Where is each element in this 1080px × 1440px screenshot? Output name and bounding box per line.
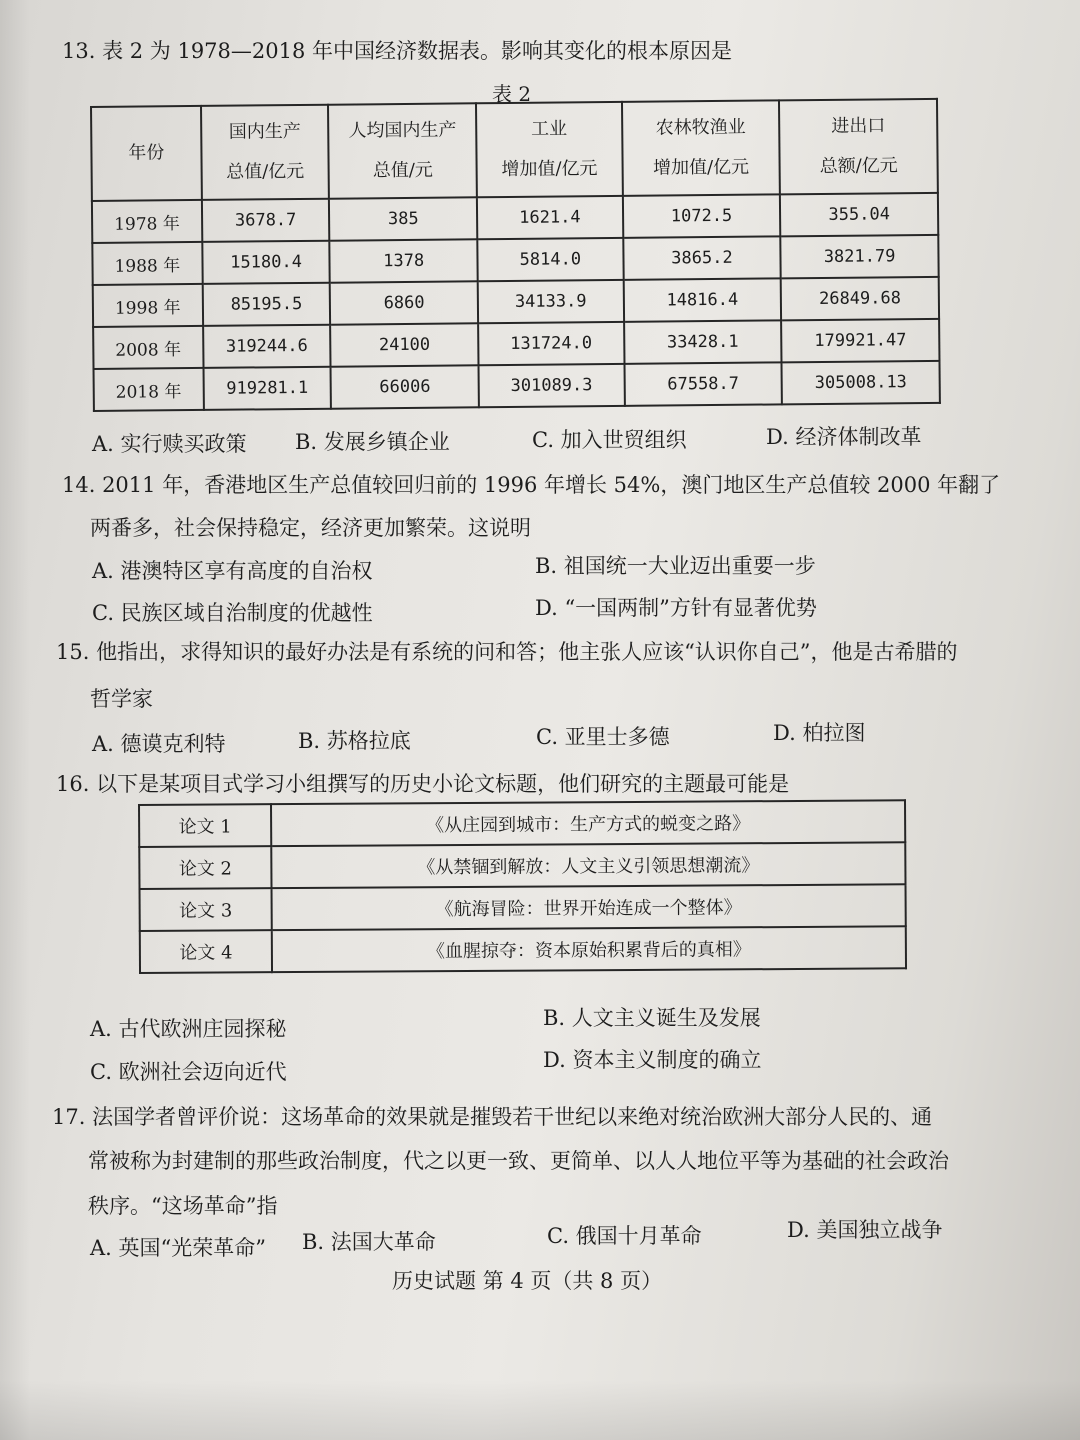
q13-table-caption: 表 2 xyxy=(492,82,532,106)
header-gdp-per-capita: 人均国内生产 总值/元 xyxy=(328,103,476,198)
q13-option-a[interactable]: A. 实行赎买政策 xyxy=(92,432,247,456)
table-row xyxy=(94,361,940,411)
q17-option-b[interactable]: B. 法国大革命 xyxy=(302,1230,436,1254)
q17-option-d[interactable]: D. 美国独立战争 xyxy=(787,1218,943,1242)
cell-gdp-per-capita: 385 xyxy=(329,197,477,240)
paper-label: 论文 3 xyxy=(140,888,272,931)
cell-year: 1978 年 xyxy=(92,200,202,243)
cell-year: 1988 年 xyxy=(92,242,202,285)
q17-option-c[interactable]: C. 俄国十月革命 xyxy=(547,1224,702,1248)
q15-option-a[interactable]: A. 德谟克利特 xyxy=(92,732,226,756)
cell-industry: 5814.0 xyxy=(477,238,623,281)
table-header-row xyxy=(91,99,938,201)
paper-title: 《从禁锢到解放：人文主义引领思想潮流》 xyxy=(271,842,905,888)
cell-gdp-per-capita: 6860 xyxy=(330,281,478,324)
cell-trade: 305008.13 xyxy=(782,361,940,405)
cell-trade: 355.04 xyxy=(780,193,938,237)
paper-title: 《血腥掠夺：资本原始积累背后的真相》 xyxy=(272,926,906,972)
cell-gdp: 319244.6 xyxy=(203,325,331,368)
cell-year: 2008 年 xyxy=(93,326,203,369)
cell-trade: 26849.68 xyxy=(781,277,939,321)
paper-title: 《航海冒险：世界开始连成一个整体》 xyxy=(272,884,906,930)
q17-option-a[interactable]: A. 英国“光荣革命” xyxy=(90,1236,266,1260)
q14-stem-line1: 14. 2011 年，香港地区生产总值较回归前的 1996 年增长 54%，澳门地区生产总值较 2000 年翻了 xyxy=(62,473,1001,497)
q13-option-d[interactable]: D. 经济体制改革 xyxy=(766,425,922,449)
header-gdp: 国内生产 总值/亿元 xyxy=(201,105,330,200)
paper-titles-table xyxy=(138,799,907,974)
cell-gdp: 85195.5 xyxy=(202,283,330,326)
cell-year: 1998 年 xyxy=(93,284,203,327)
table-row xyxy=(140,884,906,931)
cell-trade: 179921.47 xyxy=(781,319,939,363)
q16-option-c[interactable]: C. 欧洲社会迈向近代 xyxy=(90,1060,287,1084)
paper-label: 论文 1 xyxy=(139,804,271,847)
q14-stem-line2: 两番多，社会保持稳定，经济更加繁荣。这说明 xyxy=(90,516,531,540)
table-row xyxy=(139,800,905,847)
q15-option-b[interactable]: B. 苏格拉底 xyxy=(298,729,411,753)
q13-option-c[interactable]: C. 加入世贸组织 xyxy=(532,428,687,452)
cell-year: 2018 年 xyxy=(94,368,204,411)
paper-label: 论文 4 xyxy=(140,930,272,973)
q14-option-a[interactable]: A. 港澳特区享有高度的自治权 xyxy=(92,559,373,583)
q14-option-b[interactable]: B. 祖国统一大业迈出重要一步 xyxy=(535,554,816,578)
q15-stem-line1: 15. 他指出，求得知识的最好办法是有系统的问和答；他主张人应该“认识你自己”，他是古希腊的 xyxy=(56,640,958,664)
cell-agriculture: 1072.5 xyxy=(623,194,781,238)
q15-stem-line2: 哲学家 xyxy=(90,687,153,711)
q13-option-b[interactable]: B. 发展乡镇企业 xyxy=(295,430,450,454)
header-trade: 进出口 总额/亿元 xyxy=(779,99,938,195)
q14-option-c[interactable]: C. 民族区域自治制度的优越性 xyxy=(92,601,373,625)
paper-title: 《从庄园到城市：生产方式的蜕变之路》 xyxy=(271,800,905,846)
header-agriculture: 农林牧渔业 增加值/亿元 xyxy=(622,100,780,196)
cell-agriculture: 3865.2 xyxy=(623,236,781,280)
paper-label: 论文 2 xyxy=(139,846,271,889)
page-shadow-bottom xyxy=(0,1380,1080,1440)
cell-industry: 131724.0 xyxy=(478,322,624,365)
q16-stem: 16. 以下是某项目式学习小组撰写的历史小论文标题，他们研究的主题最可能是 xyxy=(56,772,790,796)
cell-gdp-per-capita: 66006 xyxy=(331,365,479,408)
q15-option-c[interactable]: C. 亚里士多德 xyxy=(536,725,670,749)
cell-industry: 301089.3 xyxy=(478,364,624,407)
q16-option-a[interactable]: A. 古代欧洲庄园探秘 xyxy=(90,1017,287,1041)
q16-option-b[interactable]: B. 人文主义诞生及发展 xyxy=(543,1006,761,1030)
table-row xyxy=(140,926,906,973)
q15-option-d[interactable]: D. 柏拉图 xyxy=(773,721,866,745)
page-shadow-left xyxy=(0,0,30,1440)
q13-stem: 13. 表 2 为 1978—2018 年中国经济数据表。影响其变化的根本原因是 xyxy=(62,39,733,63)
q17-stem-line1: 17. 法国学者曾评价说：这场革命的效果就是摧毁若干世纪以来绝对统治欧洲大部分人民的、通 xyxy=(52,1105,933,1129)
cell-agriculture: 14816.4 xyxy=(623,278,781,322)
q14-option-d[interactable]: D. “一国两制”方针有显著优势 xyxy=(535,596,817,620)
cell-gdp: 3678.7 xyxy=(202,199,330,242)
cell-gdp-per-capita: 1378 xyxy=(330,239,478,282)
header-year: 年份 xyxy=(91,106,202,201)
cell-agriculture: 67558.7 xyxy=(624,362,782,406)
q17-stem-line2: 常被称为封建制的那些政治制度，代之以更一致、更简单、以人人地位平等为基础的社会政治 xyxy=(88,1149,949,1173)
cell-gdp: 15180.4 xyxy=(202,241,330,284)
cell-gdp: 919281.1 xyxy=(203,367,331,410)
cell-industry: 34133.9 xyxy=(478,280,624,323)
cell-trade: 3821.79 xyxy=(781,235,939,279)
q17-stem-line3: 秩序。“这场革命”指 xyxy=(88,1194,278,1218)
page-footer: 历史试题 第 4 页（共 8 页） xyxy=(392,1269,663,1293)
cell-industry: 1621.4 xyxy=(477,196,623,239)
header-industry: 工业 增加值/亿元 xyxy=(476,102,623,197)
q16-option-d[interactable]: D. 资本主义制度的确立 xyxy=(543,1048,762,1072)
economic-data-table xyxy=(90,98,941,412)
table-row xyxy=(139,842,905,889)
cell-gdp-per-capita: 24100 xyxy=(331,323,479,366)
cell-agriculture: 33428.1 xyxy=(624,320,782,364)
